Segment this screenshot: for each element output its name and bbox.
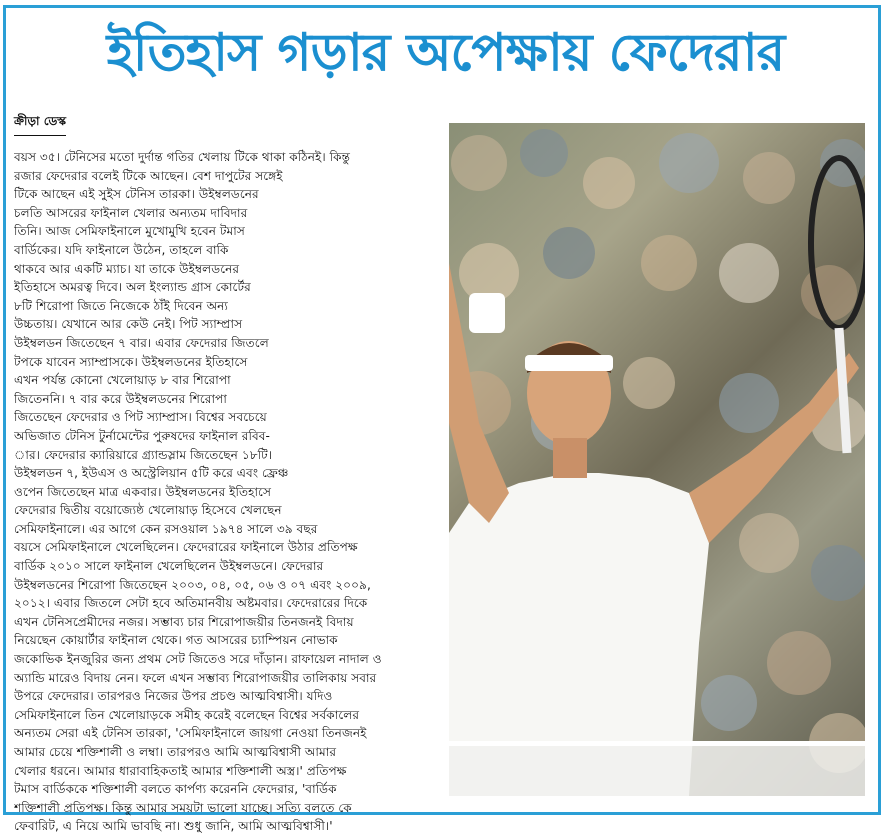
body-line: নিয়েছেন কোয়ার্টার ফাইনাল থেকে। গত আসরের চ্যাম্পিয়ন নোভাক xyxy=(14,633,338,648)
body-line: রজার ফেদেরার বলেই টিকে আছেন। বেশ দাপুটের সঙ্গেই xyxy=(14,168,283,183)
body-line: ২০১২। এবার জিতলে সেটা হবে অতিমানবীয় অষ্টমবার। ফেদেরারের দিকে xyxy=(14,596,368,611)
body-line: অন্যতম সেরা এই টেনিস তারকা, 'সেমিফাইনালে জায়গা নেওয়া তিনজনই xyxy=(14,726,367,741)
body-line: সেমিফাইনালে তিন খেলোয়াড়কে সমীহ করেই বলেছেন বিশ্বের সর্বকালের xyxy=(14,707,360,722)
desk-byline: ক্রীড়া ডেস্ক xyxy=(14,113,66,136)
body-line: জকোভিক ইনজুরির জন্য প্রথম সেট জিতেও সরে দাঁড়ান। রাফায়েল নাদাল ও xyxy=(14,652,382,667)
headline: ইতিহাস গড়ার অপেক্ষায় ফেদেরার xyxy=(106,23,785,83)
body-line: বার্ডিকের। যদি ফাইনালে উঠেন, তাহলে বাকি xyxy=(14,242,229,257)
body-line: টমাস বার্ডিককে শক্তিশালী বলতে কার্পণ্য করেননি ফেদেরার, 'বার্ডিক xyxy=(14,782,337,797)
body-line: বার্ডিক ২০১০ সালে ফাইনাল খেলেছিলেন উইম্বলডনে। ফেদেরার xyxy=(14,559,324,574)
body-line: টিকে আছেন এই সুইস টেনিস তারকা। উইম্বলডনের xyxy=(14,187,259,202)
body-line: ফেবারিট, এ নিয়ে আমি ভাবছি না। শুধু জানি, আমি আত্মবিশ্বাসী।' xyxy=(14,819,333,834)
body-line: খেলার ধরনে। আমার ধারাবাহিকতাই আমার শক্তিশালী অস্ত্র।' প্রতিপক্ষ xyxy=(14,763,347,778)
body-line: ৮টি শিরোপা জিতে নিজেকে ঠাঁই দিবেন অন্য xyxy=(14,298,228,313)
body-line: টপকে যাবেন স্যাম্প্রাসকে। উইম্বলডনের ইতিহাসে xyxy=(14,354,248,369)
body-line: জিতেছেন ফেদেরার ও পিট স্যাম্প্রাস। বিশ্বের সবচেয়ে xyxy=(14,410,267,425)
body-line: আমার চেয়ে শক্তিশালী ও লম্বা। তারপরও আমি আত্মবিশ্বাসী আমার xyxy=(14,745,337,759)
body-line: এখন টেনিসপ্রেমীদের নজর। সম্ভাব্য চার শিরোপাজয়ীর তিনজনই বিদায় xyxy=(14,614,354,629)
body-line: শক্তিশালী প্রতিপক্ষ। কিন্তু আমার সময়টা ভালো যাচ্ছে। সত্যি বলতে কে xyxy=(14,800,352,815)
federer-photo xyxy=(449,123,865,796)
body-line: ফেদেরার দ্বিতীয় বয়োজ্যেষ্ঠ খেলোয়াড় হিসেবে খেলছেন xyxy=(14,503,282,518)
body-line: এখন পর্যন্ত কোনো খেলোয়াড় ৮ বার শিরোপা xyxy=(14,373,231,388)
body-line: উচ্চতায়। যেখানে আর কেউ নেই। পিট স্যাম্প্রাস xyxy=(14,317,243,332)
body-line: ওপেন জিতেছেন মাত্র একবার। উইম্বলডনের ইতিহাসে xyxy=(14,484,272,499)
body-line: বয়স ৩৫। টেনিসের মতো দুর্দান্ত গতির খেলায় টিকে থাকা কঠিনই। কিন্তু xyxy=(14,150,351,164)
body-line: চলতি আসরের ফাইনাল খেলার অন্যতম দাবিদার xyxy=(14,205,248,220)
body-line: উইম্বলডন জিতেছেন ৭ বার। এবার ফেদেরার জিতলে xyxy=(14,335,269,350)
body-line: অ্যান্ডি মারেও বিদায় নেন। ফলে এখন সম্ভাব্য শিরোপাজয়ীর তালিকায় সবার xyxy=(14,670,377,685)
body-line: জিতেননি। ৭ বার করে উইম্বলডনের শিরোপা xyxy=(14,391,227,406)
article-body xyxy=(14,148,444,834)
body-line: থাকবে আর একটি ম্যাচ। যা তাকে উইম্বলডনের xyxy=(14,261,240,276)
body-line: বয়সে সেমিফাইনালে খেলেছিলেন। ফেদেরারের ফাইনালে উঠার প্রতিপক্ষ xyxy=(14,540,358,555)
body-line: উইম্বলডনের শিরোপা জিতেছেন ২০০৩, ০৪, ০৫, ০৬ ও ০৭ এবং ২০০৯, xyxy=(14,577,371,592)
body-line: ার। ফেদেরার ক্যারিয়ারে গ্র্যান্ডস্লাম জিতেছেন ১৮টি। xyxy=(14,447,273,462)
body-line: অভিজাত টেনিস টুর্নামেন্টের পুরুষদের ফাইনাল রবিব- xyxy=(14,428,270,443)
body-line: উইম্বলডন ৭, ইউএস ও অস্ট্রেলিয়ান ৫টি করে এবং ফ্রেঞ্চ xyxy=(14,466,289,481)
body-line: তিনি। আজ সেমিফাইনালে মুখোমুখি হবেন টমাস xyxy=(14,224,245,239)
body-line: ইতিহাসে অমরত্ব দিবে। অল ইংল্যান্ড গ্রাস কোর্টের xyxy=(14,280,251,295)
photo-illustration xyxy=(449,123,865,796)
body-line: সেমিফাইনালে। এর আগে কেন রসওয়াল ১৯৭৪ সালে ৩৯ বছর xyxy=(14,521,318,536)
body-line: উপরে ফেদেরার। তারপরও নিজের উপর প্রচণ্ড আত্মবিশ্বাসী। যদিও xyxy=(14,689,333,704)
